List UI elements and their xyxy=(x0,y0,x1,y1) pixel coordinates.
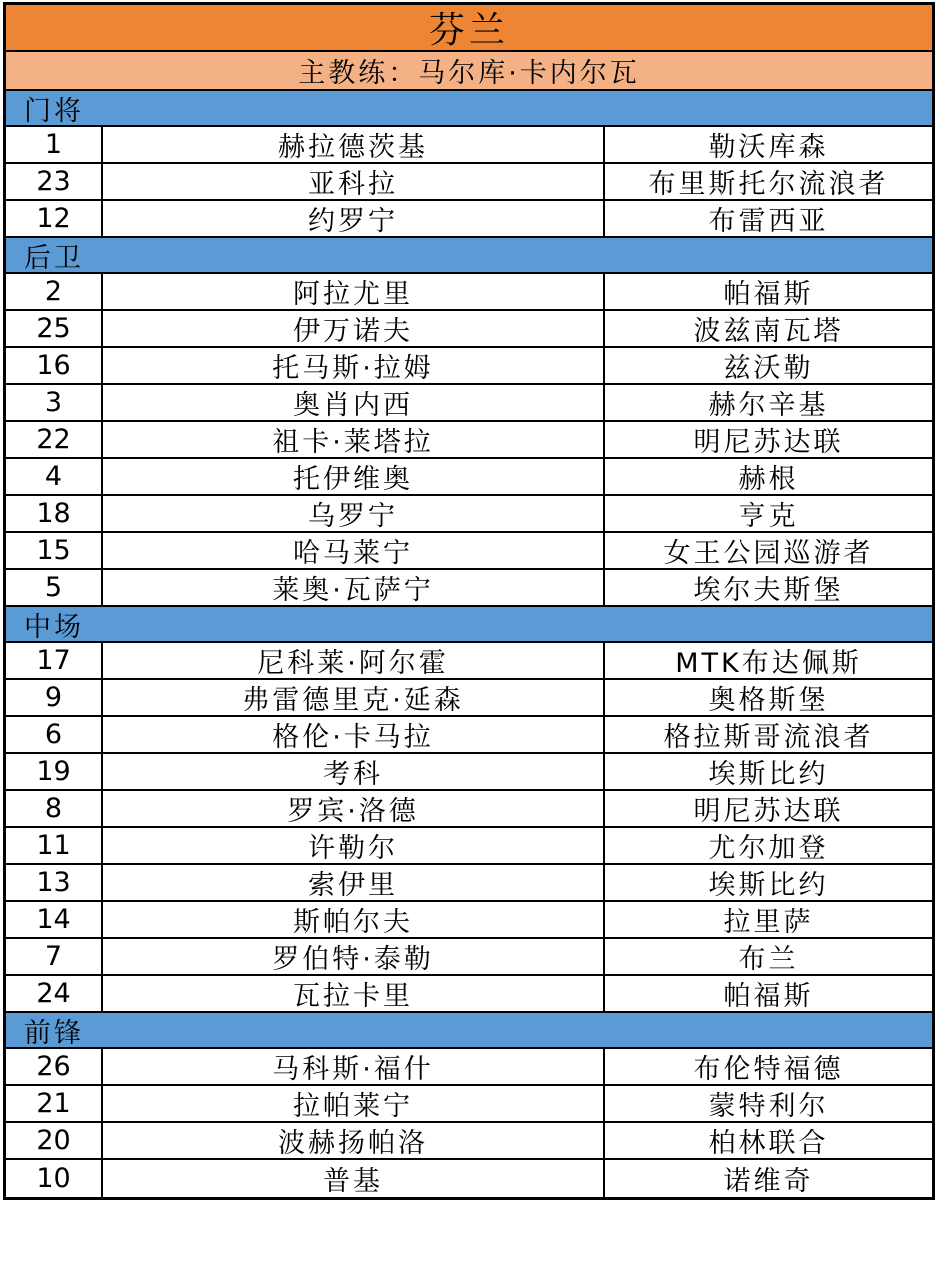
player-row xyxy=(6,1086,932,1123)
player-number: 8 xyxy=(6,791,103,826)
player-number: 7 xyxy=(6,939,103,974)
player-name: 普基 xyxy=(103,1160,605,1197)
player-row xyxy=(6,459,932,496)
player-row xyxy=(6,1049,932,1086)
player-number: 16 xyxy=(6,348,103,383)
player-club: 布伦特福德 xyxy=(693,1054,844,1084)
player-row xyxy=(6,976,932,1013)
player-name: 斯帕尔夫 xyxy=(103,902,605,937)
player-club: 拉里萨 xyxy=(723,907,814,937)
player-club: 勒沃库森 xyxy=(708,132,829,162)
player-row xyxy=(6,311,932,348)
player-name: 罗伯特·泰勒 xyxy=(103,939,605,974)
player-row xyxy=(6,1160,932,1197)
player-club: 女王公园巡游者 xyxy=(663,538,874,568)
team-title: 芬兰 xyxy=(6,5,932,52)
player-club: 诺维奇 xyxy=(723,1166,814,1197)
player-name: 哈马莱宁 xyxy=(103,533,605,568)
player-name: 考科 xyxy=(103,754,605,789)
player-number: 11 xyxy=(6,828,103,863)
player-club: 波兹南瓦塔 xyxy=(693,316,844,346)
player-row xyxy=(6,680,932,717)
player-name: 乌罗宁 xyxy=(103,496,605,531)
player-club: 格拉斯哥流浪者 xyxy=(663,722,874,752)
coach-line: 主教练：马尔库·卡内尔瓦 xyxy=(6,52,932,91)
player-club: 埃斯比约 xyxy=(708,759,829,789)
player-row xyxy=(6,643,932,680)
player-row xyxy=(6,385,932,422)
player-name: 托伊维奥 xyxy=(103,459,605,494)
player-row xyxy=(6,348,932,385)
player-club: 奥格斯堡 xyxy=(708,685,829,715)
player-name: 托马斯·拉姆 xyxy=(103,348,605,383)
player-number: 21 xyxy=(6,1086,103,1121)
player-number: 12 xyxy=(6,201,103,236)
player-number: 22 xyxy=(6,422,103,457)
player-club: 埃斯比约 xyxy=(708,870,829,900)
player-row xyxy=(6,717,932,754)
player-club: 明尼苏达联 xyxy=(693,796,844,826)
player-row xyxy=(6,939,932,976)
roster-table xyxy=(3,2,935,1200)
player-name: 莱奥·瓦萨宁 xyxy=(103,570,605,605)
player-row xyxy=(6,828,932,865)
player-row xyxy=(6,201,932,238)
player-row xyxy=(6,865,932,902)
player-name: 弗雷德里克·延森 xyxy=(103,680,605,715)
player-name: 伊万诺夫 xyxy=(103,311,605,346)
player-club: 帕福斯 xyxy=(723,279,814,309)
player-name: 索伊里 xyxy=(103,865,605,900)
player-club: 赫根 xyxy=(738,464,799,494)
player-club: 明尼苏达联 xyxy=(693,427,844,457)
player-name: 赫拉德茨基 xyxy=(103,127,605,162)
player-name: 格伦·卡马拉 xyxy=(103,717,605,752)
player-club: MTK布达佩斯 xyxy=(675,648,862,678)
roster-sections xyxy=(6,91,932,1197)
player-number: 5 xyxy=(6,570,103,605)
player-club: 柏林联合 xyxy=(708,1128,829,1158)
player-club: 布雷西亚 xyxy=(708,206,829,236)
player-number: 6 xyxy=(6,717,103,752)
player-number: 14 xyxy=(6,902,103,937)
player-name: 波赫扬帕洛 xyxy=(103,1123,605,1158)
player-club: 亨克 xyxy=(738,501,799,531)
player-name: 尼科莱·阿尔霍 xyxy=(103,643,605,678)
player-number: 1 xyxy=(6,127,103,162)
player-name: 许勒尔 xyxy=(103,828,605,863)
player-row xyxy=(6,902,932,939)
player-club: 赫尔辛基 xyxy=(708,390,829,420)
player-row xyxy=(6,1123,932,1160)
player-number: 4 xyxy=(6,459,103,494)
section-header: 中场 xyxy=(6,607,932,643)
player-club: 布兰 xyxy=(738,944,799,974)
player-name: 罗宾·洛德 xyxy=(103,791,605,826)
player-club: 兹沃勒 xyxy=(723,353,814,383)
player-number: 25 xyxy=(6,311,103,346)
player-number: 15 xyxy=(6,533,103,568)
player-name: 拉帕莱宁 xyxy=(103,1086,605,1121)
player-number: 2 xyxy=(6,274,103,309)
player-row xyxy=(6,422,932,459)
player-row xyxy=(6,533,932,570)
player-number: 17 xyxy=(6,643,103,678)
player-row xyxy=(6,164,932,201)
player-row xyxy=(6,274,932,311)
player-row xyxy=(6,496,932,533)
player-number: 26 xyxy=(6,1049,103,1084)
player-name: 阿拉尤里 xyxy=(103,274,605,309)
player-row xyxy=(6,791,932,828)
player-number: 9 xyxy=(6,680,103,715)
player-number: 18 xyxy=(6,496,103,531)
player-name: 奥肖内西 xyxy=(103,385,605,420)
player-number: 20 xyxy=(6,1123,103,1158)
player-name: 约罗宁 xyxy=(103,201,605,236)
section-header: 后卫 xyxy=(6,238,932,274)
player-row xyxy=(6,754,932,791)
player-name: 瓦拉卡里 xyxy=(103,976,605,1011)
player-number: 10 xyxy=(6,1160,103,1197)
player-number: 19 xyxy=(6,754,103,789)
player-name: 马科斯·福什 xyxy=(103,1049,605,1084)
player-club: 蒙特利尔 xyxy=(708,1091,829,1121)
player-row xyxy=(6,570,932,607)
player-club: 埃尔夫斯堡 xyxy=(693,575,844,605)
player-number: 3 xyxy=(6,385,103,420)
player-row xyxy=(6,127,932,164)
player-name: 亚科拉 xyxy=(103,164,605,199)
player-club: 布里斯托尔流浪者 xyxy=(648,169,889,199)
player-number: 23 xyxy=(6,164,103,199)
player-number: 24 xyxy=(6,976,103,1011)
player-club: 帕福斯 xyxy=(723,981,814,1011)
player-name: 祖卡·莱塔拉 xyxy=(103,422,605,457)
player-club: 尤尔加登 xyxy=(708,833,829,863)
section-header: 门将 xyxy=(6,91,932,127)
section-header: 前锋 xyxy=(6,1013,932,1049)
player-number: 13 xyxy=(6,865,103,900)
